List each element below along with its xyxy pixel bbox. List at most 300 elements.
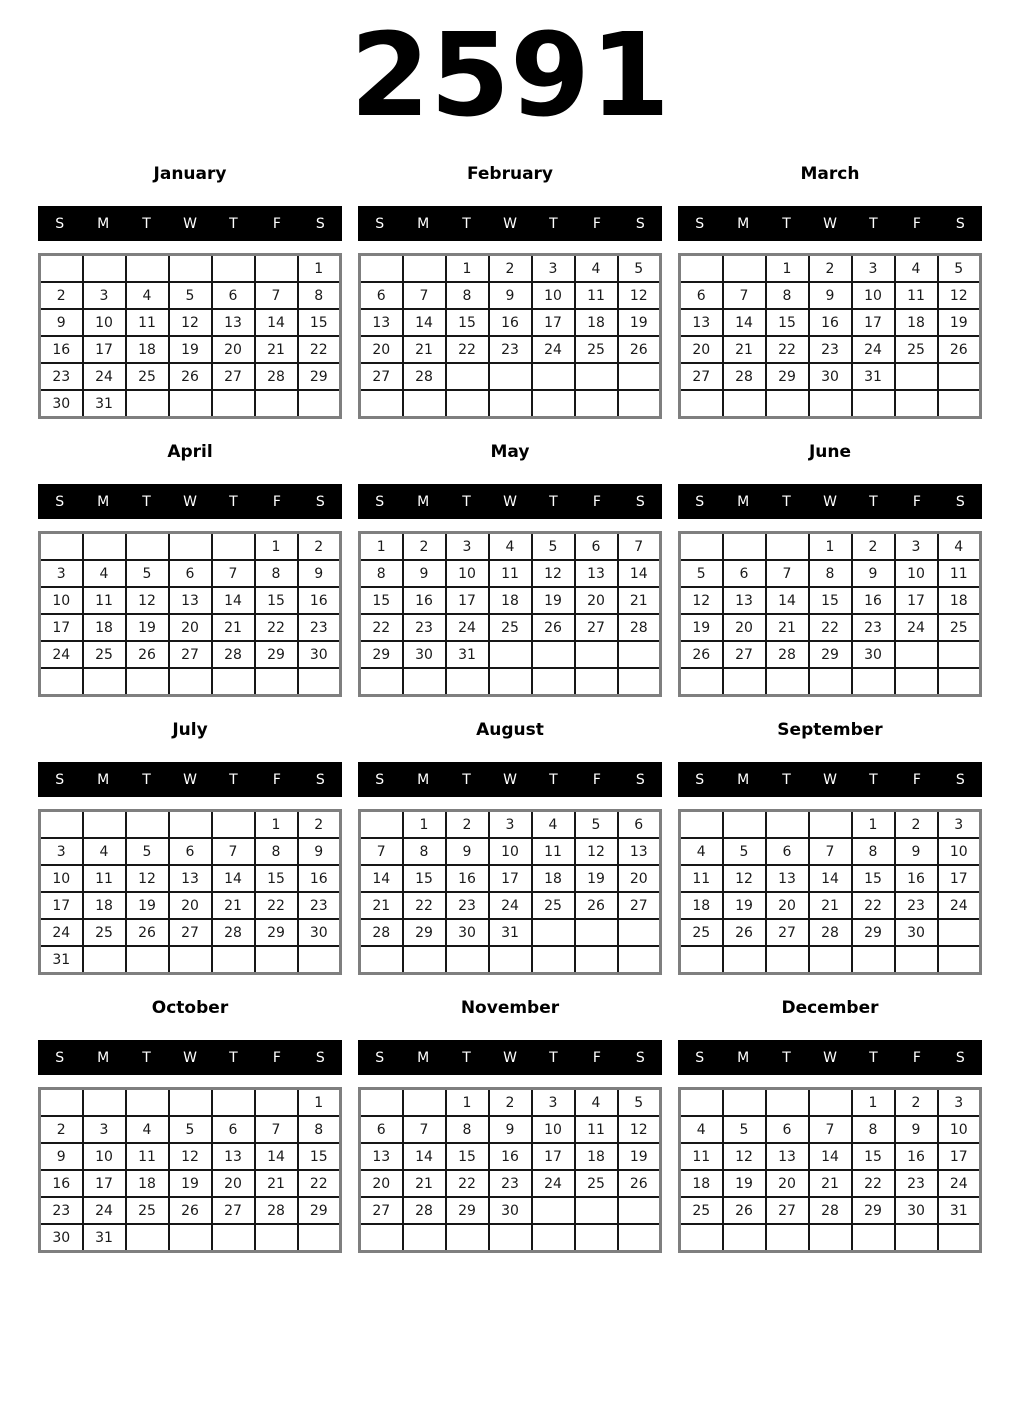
day-cell: 24: [852, 336, 895, 363]
weekday-label: W: [183, 493, 197, 510]
day-cell: 13: [360, 309, 403, 336]
day-cell: 3: [532, 1089, 575, 1117]
day-cell: 13: [212, 309, 255, 336]
weekday-label: T: [462, 215, 471, 232]
empty-day-cell: [360, 1224, 403, 1252]
weekday-label: F: [272, 215, 281, 232]
day-cell: 18: [83, 614, 126, 641]
day-cell: 28: [360, 919, 403, 946]
day-cell: 11: [126, 1143, 169, 1170]
day-cell: 9: [852, 560, 895, 587]
day-cell: 10: [83, 1143, 126, 1170]
day-cell: 1: [403, 811, 446, 839]
empty-day-cell: [532, 641, 575, 668]
day-cell: 7: [403, 282, 446, 309]
day-cell: 27: [618, 892, 661, 919]
day-cell: 1: [766, 255, 809, 283]
day-cell: 5: [575, 811, 618, 839]
day-cell: 24: [489, 892, 532, 919]
day-cell: 14: [809, 865, 852, 892]
day-cell: 10: [532, 282, 575, 309]
day-cell: 16: [852, 587, 895, 614]
week-row: [40, 1197, 341, 1224]
day-cell: 4: [83, 838, 126, 865]
month-october: [38, 976, 342, 1254]
empty-day-cell: [403, 255, 446, 283]
day-cell: 21: [255, 336, 298, 363]
week-row: [680, 587, 981, 614]
week-row: [360, 363, 661, 390]
day-cell: 11: [575, 282, 618, 309]
empty-day-cell: [126, 1089, 169, 1117]
empty-day-cell: [83, 668, 126, 696]
empty-day-cell: [360, 668, 403, 696]
empty-day-cell: [212, 1224, 255, 1252]
empty-day-cell: [895, 363, 938, 390]
empty-day-cell: [532, 1224, 575, 1252]
day-cell: 29: [809, 641, 852, 668]
weekday-label: M: [97, 1049, 110, 1066]
week-row: [40, 255, 341, 283]
empty-day-cell: [212, 668, 255, 696]
day-cell: 22: [298, 1170, 341, 1197]
month-title: March: [800, 164, 860, 184]
day-cell: 21: [212, 614, 255, 641]
day-cell: 12: [169, 1143, 212, 1170]
day-cell: 16: [809, 309, 852, 336]
month-title: September: [777, 720, 883, 740]
day-cell: 21: [809, 892, 852, 919]
day-cell: 25: [938, 614, 981, 641]
day-cell: 19: [169, 336, 212, 363]
month-december: [678, 976, 982, 1254]
day-cell: 7: [403, 1116, 446, 1143]
day-cell: 18: [680, 1170, 723, 1197]
empty-day-cell: [575, 1224, 618, 1252]
empty-day-cell: [403, 390, 446, 418]
empty-day-cell: [809, 390, 852, 418]
day-cell: 19: [938, 309, 981, 336]
day-cell: 29: [298, 363, 341, 390]
day-cell: 6: [360, 282, 403, 309]
day-cell: 15: [255, 865, 298, 892]
empty-day-cell: [83, 1089, 126, 1117]
day-cell: 9: [446, 838, 489, 865]
weekday-label: S: [55, 1049, 65, 1066]
day-cell: 3: [40, 560, 83, 587]
weekday-label: S: [375, 215, 385, 232]
week-row: [40, 282, 341, 309]
day-cell: 29: [852, 919, 895, 946]
week-row: [40, 363, 341, 390]
week-row: [40, 1224, 341, 1252]
empty-day-cell: [403, 668, 446, 696]
day-cell: 7: [255, 282, 298, 309]
day-cell: 8: [360, 560, 403, 587]
empty-day-cell: [360, 390, 403, 418]
week-row: [680, 390, 981, 418]
empty-day-cell: [212, 533, 255, 561]
day-cell: 4: [680, 1116, 723, 1143]
weekday-label: T: [869, 1049, 878, 1066]
empty-day-cell: [169, 811, 212, 839]
week-row: [40, 811, 341, 839]
empty-day-cell: [680, 668, 723, 696]
week-row: [40, 309, 341, 336]
day-cell: 18: [532, 865, 575, 892]
day-cell: 17: [852, 309, 895, 336]
day-cell: 7: [809, 838, 852, 865]
day-cell: 31: [489, 919, 532, 946]
empty-day-cell: [723, 668, 766, 696]
month-september: [678, 698, 982, 976]
day-cell: 15: [403, 865, 446, 892]
month-title: June: [808, 442, 852, 462]
day-cell: 25: [575, 336, 618, 363]
empty-day-cell: [895, 390, 938, 418]
weekday-label: W: [183, 215, 197, 232]
day-cell: 4: [938, 533, 981, 561]
day-cell: 28: [212, 641, 255, 668]
month-day-grid: [358, 531, 662, 697]
month-april: [38, 420, 342, 698]
day-cell: 25: [680, 1197, 723, 1224]
day-cell: 22: [255, 614, 298, 641]
weekday-label: S: [375, 493, 385, 510]
day-cell: 19: [723, 892, 766, 919]
day-cell: 24: [938, 1170, 981, 1197]
empty-day-cell: [212, 1089, 255, 1117]
day-cell: 13: [766, 865, 809, 892]
day-cell: 16: [298, 865, 341, 892]
day-cell: 28: [723, 363, 766, 390]
month-november: [358, 976, 662, 1254]
empty-day-cell: [40, 255, 83, 283]
day-cell: 2: [40, 282, 83, 309]
day-cell: 2: [895, 811, 938, 839]
day-cell: 8: [298, 1116, 341, 1143]
week-row: [360, 1197, 661, 1224]
empty-day-cell: [126, 811, 169, 839]
day-cell: 7: [809, 1116, 852, 1143]
week-row: [40, 336, 341, 363]
empty-day-cell: [255, 1224, 298, 1252]
day-cell: 4: [575, 255, 618, 283]
day-cell: 20: [212, 336, 255, 363]
day-cell: 14: [255, 1143, 298, 1170]
day-cell: 14: [212, 865, 255, 892]
day-cell: 31: [446, 641, 489, 668]
day-cell: 13: [766, 1143, 809, 1170]
weekday-label: F: [272, 1049, 281, 1066]
day-cell: 16: [895, 1143, 938, 1170]
week-row: [680, 919, 981, 946]
day-cell: 30: [446, 919, 489, 946]
weekday-label: F: [912, 215, 921, 232]
day-cell: 23: [40, 1197, 83, 1224]
month-day-grid: [678, 809, 982, 975]
day-cell: 27: [680, 363, 723, 390]
week-row: [680, 1089, 981, 1117]
day-cell: 21: [723, 336, 766, 363]
day-cell: 19: [126, 614, 169, 641]
day-cell: 31: [40, 946, 83, 974]
empty-day-cell: [446, 363, 489, 390]
year-title: 2591: [349, 9, 671, 143]
weekday-label: F: [912, 771, 921, 788]
day-cell: 12: [618, 282, 661, 309]
day-cell: 11: [532, 838, 575, 865]
empty-day-cell: [809, 811, 852, 839]
day-cell: 24: [446, 614, 489, 641]
day-cell: 1: [255, 533, 298, 561]
weekday-label: S: [955, 493, 965, 510]
day-cell: 22: [852, 892, 895, 919]
day-cell: 21: [618, 587, 661, 614]
empty-day-cell: [532, 390, 575, 418]
day-cell: 3: [40, 838, 83, 865]
empty-day-cell: [489, 641, 532, 668]
empty-day-cell: [575, 1197, 618, 1224]
day-cell: 2: [489, 255, 532, 283]
day-cell: 26: [938, 336, 981, 363]
day-cell: 15: [298, 1143, 341, 1170]
empty-day-cell: [446, 390, 489, 418]
week-row: [40, 641, 341, 668]
day-cell: 13: [575, 560, 618, 587]
weekday-label: M: [737, 215, 750, 232]
day-cell: 7: [766, 560, 809, 587]
empty-day-cell: [680, 1089, 723, 1117]
week-row: [360, 919, 661, 946]
day-cell: 11: [83, 865, 126, 892]
empty-day-cell: [723, 1224, 766, 1252]
weekday-label: T: [142, 493, 151, 510]
weekday-label: T: [229, 1049, 238, 1066]
weekday-label: S: [955, 771, 965, 788]
day-cell: 19: [575, 865, 618, 892]
day-cell: 10: [489, 838, 532, 865]
day-cell: 20: [169, 614, 212, 641]
empty-day-cell: [255, 668, 298, 696]
day-cell: 1: [360, 533, 403, 561]
empty-day-cell: [723, 390, 766, 418]
empty-day-cell: [723, 533, 766, 561]
day-cell: 13: [360, 1143, 403, 1170]
month-day-grid: [678, 531, 982, 697]
empty-day-cell: [618, 668, 661, 696]
week-row: [680, 838, 981, 865]
weekday-label: S: [55, 493, 65, 510]
empty-day-cell: [766, 1224, 809, 1252]
day-cell: 30: [895, 919, 938, 946]
day-cell: 27: [212, 363, 255, 390]
day-cell: 28: [255, 1197, 298, 1224]
day-cell: 29: [446, 1197, 489, 1224]
week-row: [680, 282, 981, 309]
month-title: July: [172, 720, 208, 740]
day-cell: 26: [723, 1197, 766, 1224]
empty-day-cell: [403, 946, 446, 974]
week-row: [40, 1116, 341, 1143]
day-cell: 3: [532, 255, 575, 283]
day-cell: 18: [126, 1170, 169, 1197]
day-cell: 27: [766, 1197, 809, 1224]
day-cell: 8: [255, 560, 298, 587]
empty-day-cell: [489, 946, 532, 974]
weekday-label: T: [869, 771, 878, 788]
day-cell: 28: [809, 919, 852, 946]
empty-day-cell: [532, 1197, 575, 1224]
day-cell: 22: [255, 892, 298, 919]
empty-day-cell: [938, 919, 981, 946]
day-cell: 5: [618, 1089, 661, 1117]
empty-day-cell: [618, 390, 661, 418]
day-cell: 11: [126, 309, 169, 336]
weekday-label: M: [737, 1049, 750, 1066]
week-row: [680, 811, 981, 839]
day-cell: 2: [403, 533, 446, 561]
day-cell: 14: [618, 560, 661, 587]
day-cell: 1: [852, 1089, 895, 1117]
weekday-label: F: [592, 1049, 601, 1066]
day-cell: 4: [680, 838, 723, 865]
day-cell: 27: [360, 363, 403, 390]
weekday-label: S: [315, 1049, 325, 1066]
weekday-label: M: [417, 771, 430, 788]
weekday-label: S: [635, 215, 645, 232]
empty-day-cell: [532, 668, 575, 696]
day-cell: 9: [489, 1116, 532, 1143]
week-row: [680, 1116, 981, 1143]
empty-day-cell: [126, 533, 169, 561]
day-cell: 6: [618, 811, 661, 839]
day-cell: 7: [360, 838, 403, 865]
day-cell: 18: [83, 892, 126, 919]
day-cell: 25: [575, 1170, 618, 1197]
day-cell: 18: [126, 336, 169, 363]
weekday-label: T: [142, 1049, 151, 1066]
weekday-label: W: [183, 771, 197, 788]
weekday-label: S: [635, 493, 645, 510]
weekday-header-row: [38, 206, 342, 241]
week-row: [40, 946, 341, 974]
weekday-label: T: [549, 1049, 558, 1066]
month-day-grid: [38, 1087, 342, 1253]
day-cell: 21: [809, 1170, 852, 1197]
month-title: April: [167, 442, 213, 462]
week-row: [680, 946, 981, 974]
weekday-label: S: [55, 771, 65, 788]
weekday-label: F: [272, 771, 281, 788]
empty-day-cell: [446, 946, 489, 974]
day-cell: 6: [212, 1116, 255, 1143]
day-cell: 8: [766, 282, 809, 309]
day-cell: 12: [723, 1143, 766, 1170]
day-cell: 6: [575, 533, 618, 561]
day-cell: 7: [618, 533, 661, 561]
empty-day-cell: [489, 390, 532, 418]
day-cell: 26: [126, 641, 169, 668]
week-row: [680, 668, 981, 696]
day-cell: 6: [360, 1116, 403, 1143]
day-cell: 13: [169, 587, 212, 614]
day-cell: 20: [575, 587, 618, 614]
empty-day-cell: [212, 390, 255, 418]
empty-day-cell: [938, 668, 981, 696]
empty-day-cell: [360, 946, 403, 974]
week-row: [360, 336, 661, 363]
day-cell: 9: [809, 282, 852, 309]
day-cell: 4: [489, 533, 532, 561]
day-cell: 18: [575, 309, 618, 336]
week-row: [360, 865, 661, 892]
day-cell: 8: [852, 838, 895, 865]
week-row: [40, 668, 341, 696]
week-row: [680, 1170, 981, 1197]
day-cell: 30: [298, 641, 341, 668]
week-row: [360, 587, 661, 614]
month-day-grid: [358, 1087, 662, 1253]
week-row: [40, 838, 341, 865]
month-title: January: [153, 164, 227, 184]
empty-day-cell: [575, 363, 618, 390]
day-cell: 14: [766, 587, 809, 614]
empty-day-cell: [126, 668, 169, 696]
weekday-label: T: [229, 771, 238, 788]
day-cell: 23: [40, 363, 83, 390]
empty-day-cell: [255, 255, 298, 283]
empty-day-cell: [618, 641, 661, 668]
weekday-label: M: [417, 215, 430, 232]
day-cell: 27: [212, 1197, 255, 1224]
empty-day-cell: [852, 390, 895, 418]
empty-day-cell: [489, 668, 532, 696]
empty-day-cell: [938, 390, 981, 418]
empty-day-cell: [766, 946, 809, 974]
calendar-grid: [0, 142, 1020, 1254]
weekday-label: T: [782, 493, 791, 510]
day-cell: 10: [938, 838, 981, 865]
empty-day-cell: [40, 533, 83, 561]
week-row: [360, 1143, 661, 1170]
week-row: [40, 919, 341, 946]
day-cell: 11: [575, 1116, 618, 1143]
day-cell: 14: [212, 587, 255, 614]
day-cell: 16: [489, 1143, 532, 1170]
day-cell: 4: [532, 811, 575, 839]
day-cell: 25: [680, 919, 723, 946]
day-cell: 18: [895, 309, 938, 336]
weekday-label: W: [503, 215, 517, 232]
day-cell: 16: [446, 865, 489, 892]
day-cell: 10: [40, 587, 83, 614]
day-cell: 2: [40, 1116, 83, 1143]
day-cell: 27: [169, 919, 212, 946]
day-cell: 6: [169, 560, 212, 587]
empty-day-cell: [532, 946, 575, 974]
day-cell: 18: [575, 1143, 618, 1170]
day-cell: 6: [766, 838, 809, 865]
day-cell: 30: [40, 1224, 83, 1252]
empty-day-cell: [680, 533, 723, 561]
weekday-label: M: [97, 493, 110, 510]
weekday-label: W: [503, 771, 517, 788]
day-cell: 6: [723, 560, 766, 587]
empty-day-cell: [169, 533, 212, 561]
day-cell: 16: [298, 587, 341, 614]
day-cell: 11: [680, 1143, 723, 1170]
